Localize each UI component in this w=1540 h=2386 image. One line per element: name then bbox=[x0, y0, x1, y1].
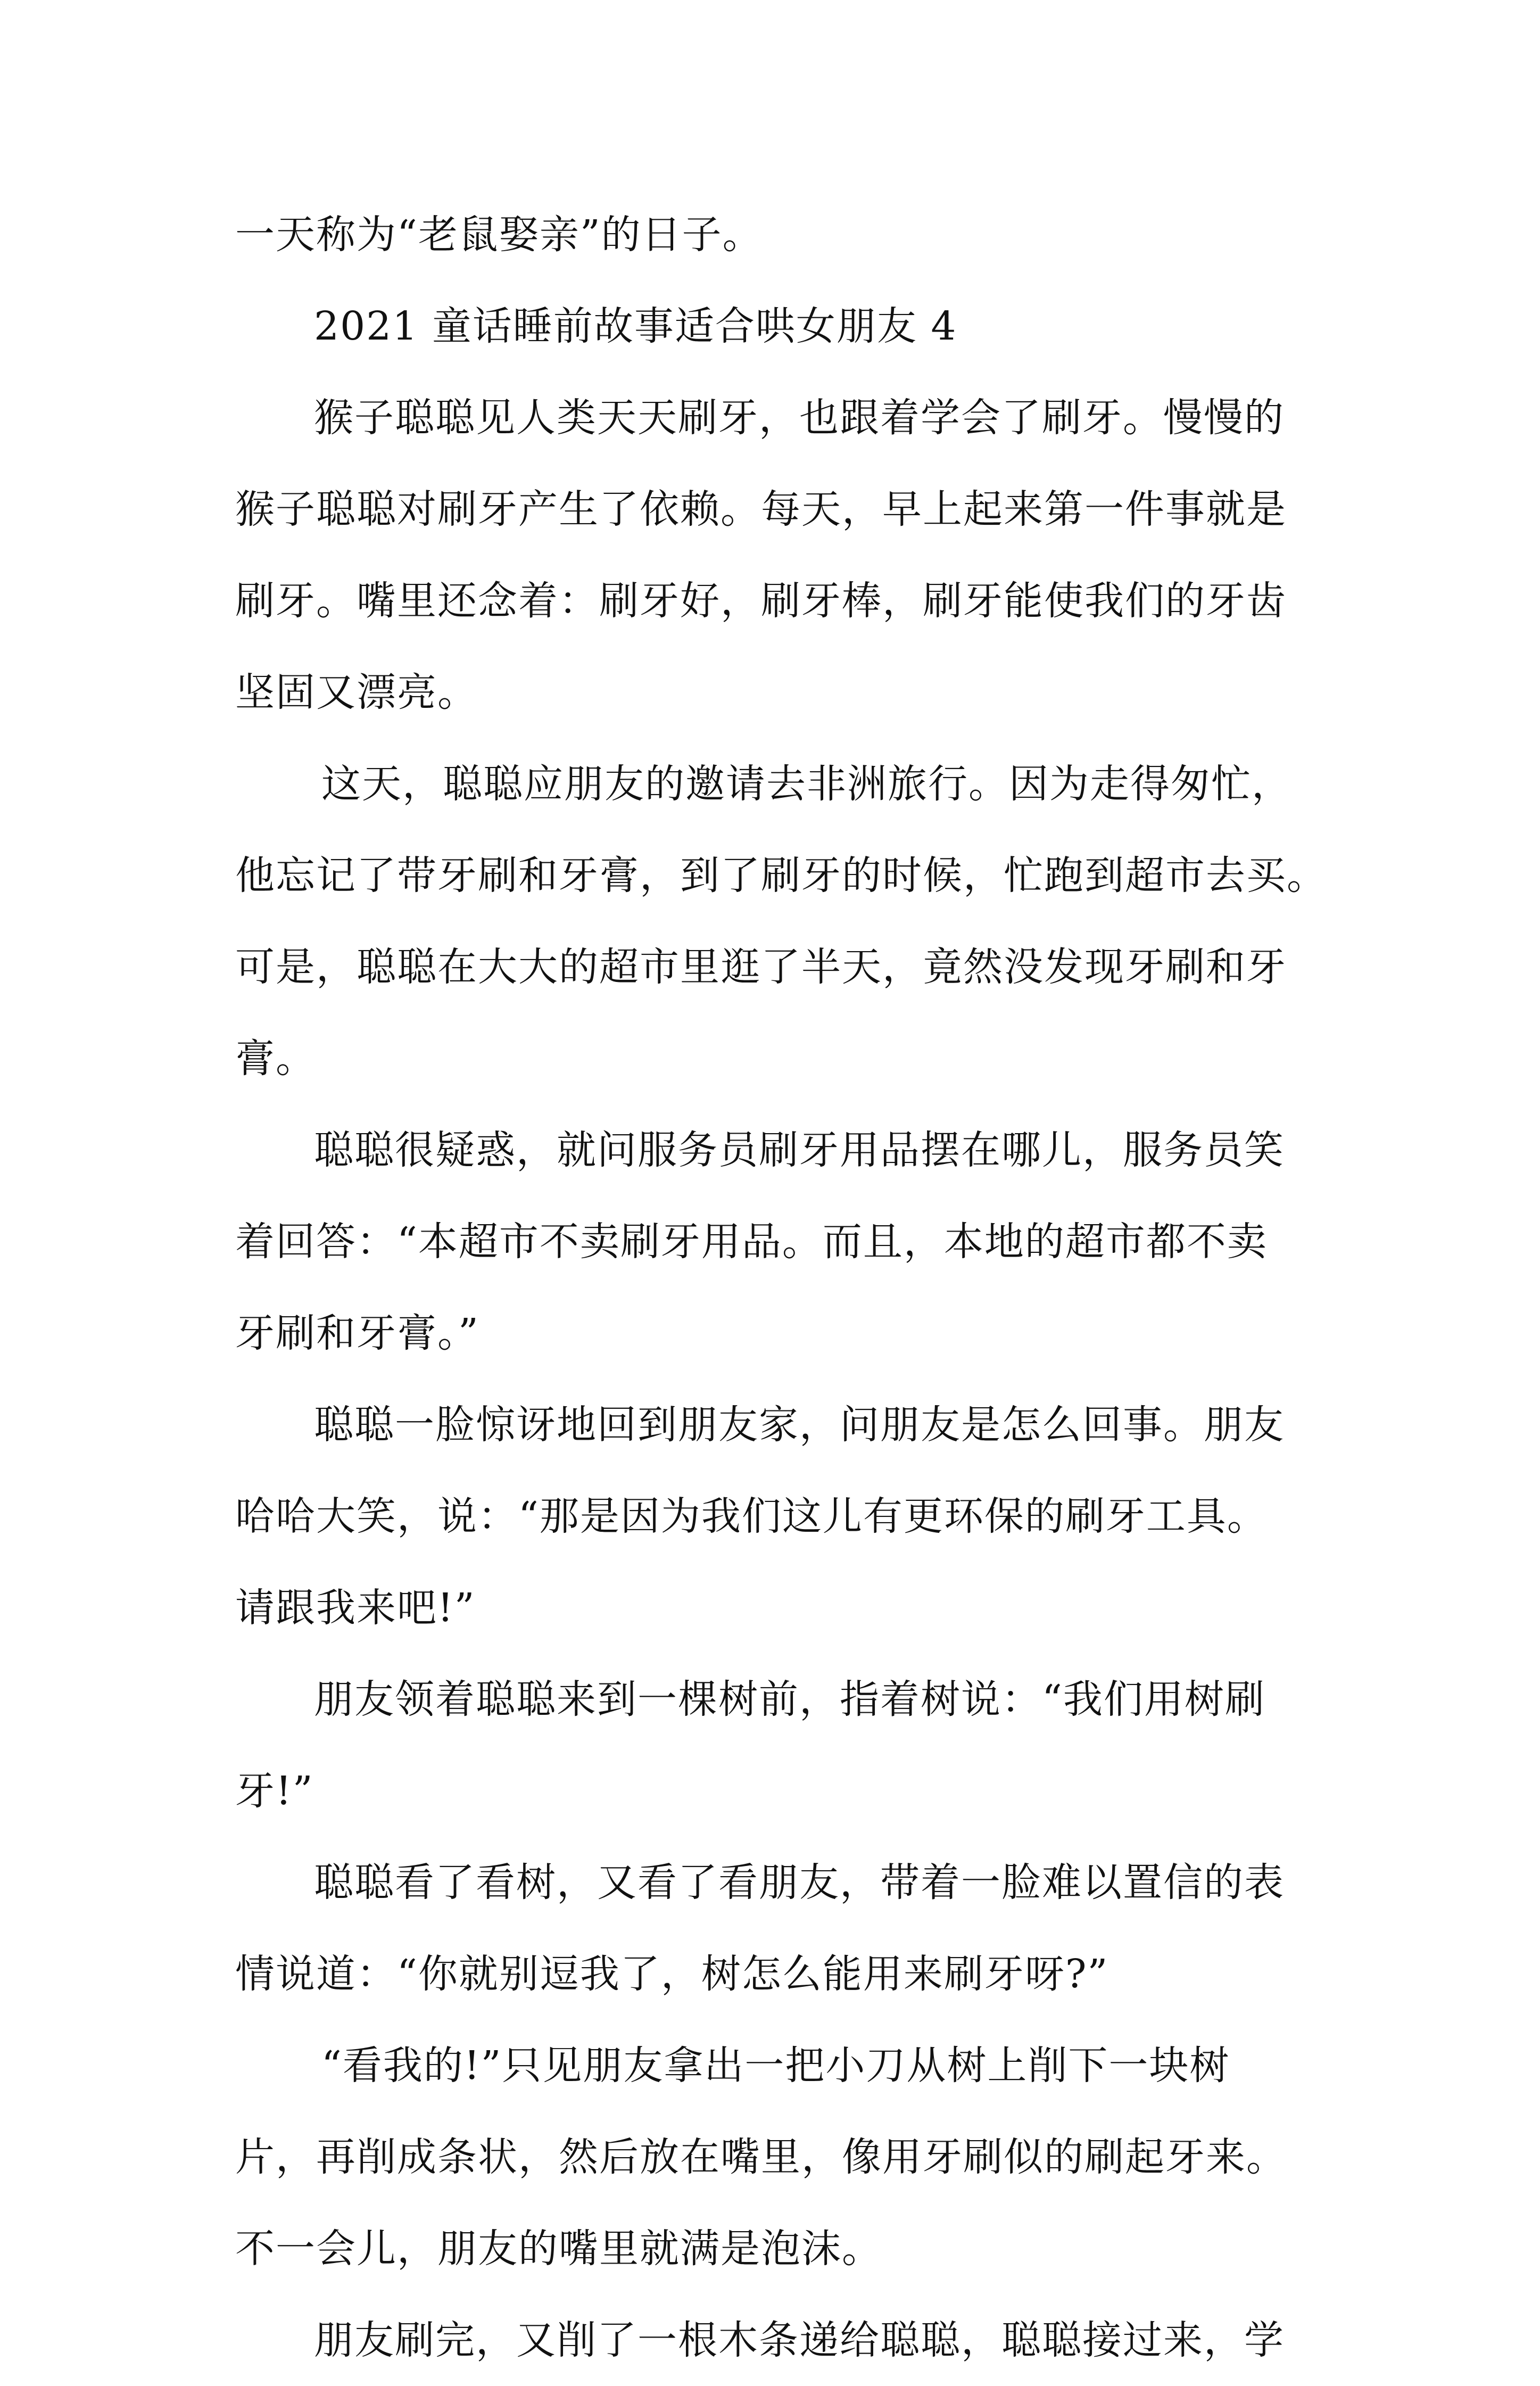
paragraph-line: 聪聪看了看树，又看了看朋友，带着一脸难以置信的表 bbox=[314, 1860, 1285, 1905]
document-body bbox=[235, 189, 1327, 2386]
text-line: 请跟我来吧!” bbox=[235, 1585, 476, 1631]
text-line: 着回答：“本超市不卖刷牙用品。而且，本地的超市都不卖 bbox=[235, 1219, 1268, 1265]
paragraph-line: 朋友领着聪聪来到一棵树前，指着树说：“我们用树刷 bbox=[314, 1677, 1265, 1722]
text-line: 猴子聪聪对刷牙产生了依赖。每天，早上起来第一件事就是 bbox=[235, 486, 1287, 532]
text-line: 不一会儿，朋友的嘴里就满是泡沫。 bbox=[235, 2226, 882, 2272]
text-line: 刷牙。嘴里还念着：刷牙好，刷牙棒，刷牙能使我们的牙齿 bbox=[235, 578, 1287, 624]
paragraph-line: “看我的!”只见朋友拿出一把小刀从树上削下一块树 bbox=[321, 2043, 1230, 2088]
text-line: 可是，聪聪在大大的超市里逛了半天，竟然没发现牙刷和牙 bbox=[235, 944, 1287, 990]
text-line: 膏。 bbox=[235, 1036, 316, 1081]
text-line: 牙!” bbox=[235, 1768, 314, 1814]
text-line: 一天称为“老鼠娶亲”的日子。 bbox=[235, 212, 763, 258]
paragraph-line: 猴子聪聪见人类天天刷牙，也跟着学会了刷牙。慢慢的 bbox=[314, 395, 1285, 441]
text-line: 他忘记了带牙刷和牙膏，到了刷牙的时候，忙跑到超市去买。 bbox=[235, 853, 1327, 898]
text-line: 情说道：“你就别逗我了，树怎么能用来刷牙呀?” bbox=[235, 1951, 1109, 1997]
paragraph-line: 朋友刷完，又削了一根木条递给聪聪，聪聪接过来，学 bbox=[314, 2317, 1285, 2363]
text-line: 坚固又漂亮。 bbox=[235, 670, 478, 715]
paragraph-line: 这天，聪聪应朋友的邀请去非洲旅行。因为走得匆忙， bbox=[321, 761, 1292, 807]
text-line: 哈哈大笑，说：“那是因为我们这儿有更环保的刷牙工具。 bbox=[235, 1493, 1268, 1539]
text-line: 牙刷和牙膏。” bbox=[235, 1310, 479, 1356]
paragraph-line: 聪聪很疑惑，就问服务员刷牙用品摆在哪儿，服务员笑 bbox=[314, 1127, 1285, 1173]
section-heading: 2021 童话睡前故事适合哄女朋友 4 bbox=[314, 303, 957, 349]
paragraph-line: 聪聪一脸惊讶地回到朋友家，问朋友是怎么回事。朋友 bbox=[314, 1402, 1285, 1448]
text-line: 片，再削成条状，然后放在嘴里，像用牙刷似的刷起牙来。 bbox=[235, 2134, 1287, 2180]
